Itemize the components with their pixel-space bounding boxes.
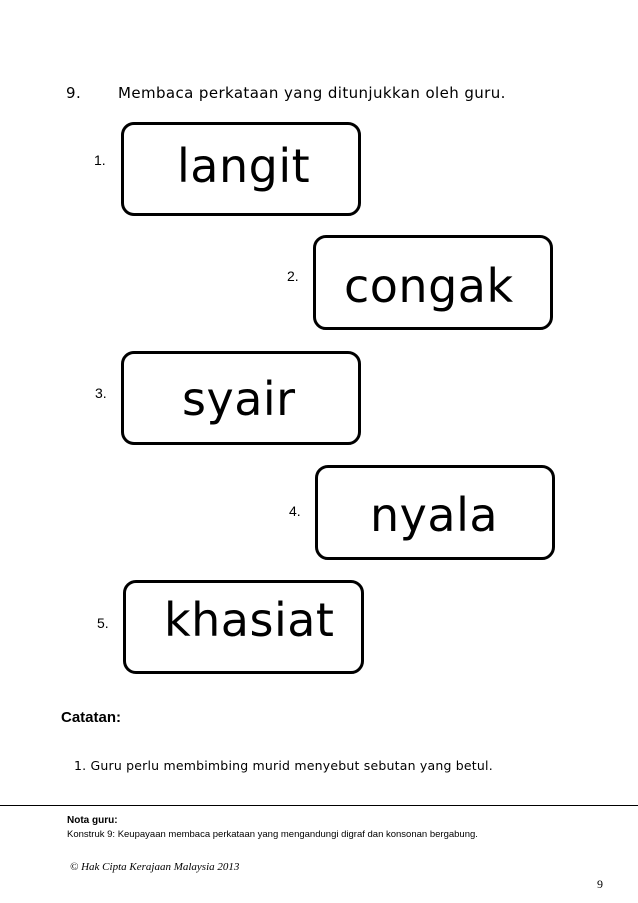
word-number-2: 2. [287, 268, 299, 284]
word-card-1 [121, 122, 361, 216]
page-number: 9 [597, 877, 603, 891]
word-card-4 [315, 465, 555, 560]
word-number-3: 3. [95, 385, 107, 401]
word-number-1: 1. [94, 152, 106, 168]
copyright-notice: © Hak Cipta Kerajaan Malaysia 2013 [70, 861, 240, 873]
nota-guru-heading: Nota guru: [67, 815, 118, 826]
footer-divider [0, 805, 638, 806]
word-card-5 [123, 580, 364, 674]
word-text-2: congak [344, 259, 514, 313]
question-number: 9. [66, 84, 82, 102]
word-number-4: 4. [289, 503, 301, 519]
word-text-5: khasiat [164, 593, 335, 647]
word-text-3: syair [182, 372, 296, 426]
word-text-4: nyala [370, 488, 499, 542]
question-instruction: Membaca perkataan yang ditunjukkan oleh guru. [118, 84, 506, 102]
word-number-5: 5. [97, 615, 109, 631]
word-card-2 [313, 235, 553, 330]
catatan-heading: Catatan: [61, 709, 122, 726]
catatan-item-1: 1. Guru perlu membimbing murid menyebut sebutan yang betul. [74, 758, 493, 773]
word-card-3 [121, 351, 361, 445]
word-text-1: langit [177, 139, 311, 193]
nota-guru-text: Konstruk 9: Keupayaan membaca perkataan yang mengandungi digraf dan konsonan bergabung. [67, 829, 478, 840]
